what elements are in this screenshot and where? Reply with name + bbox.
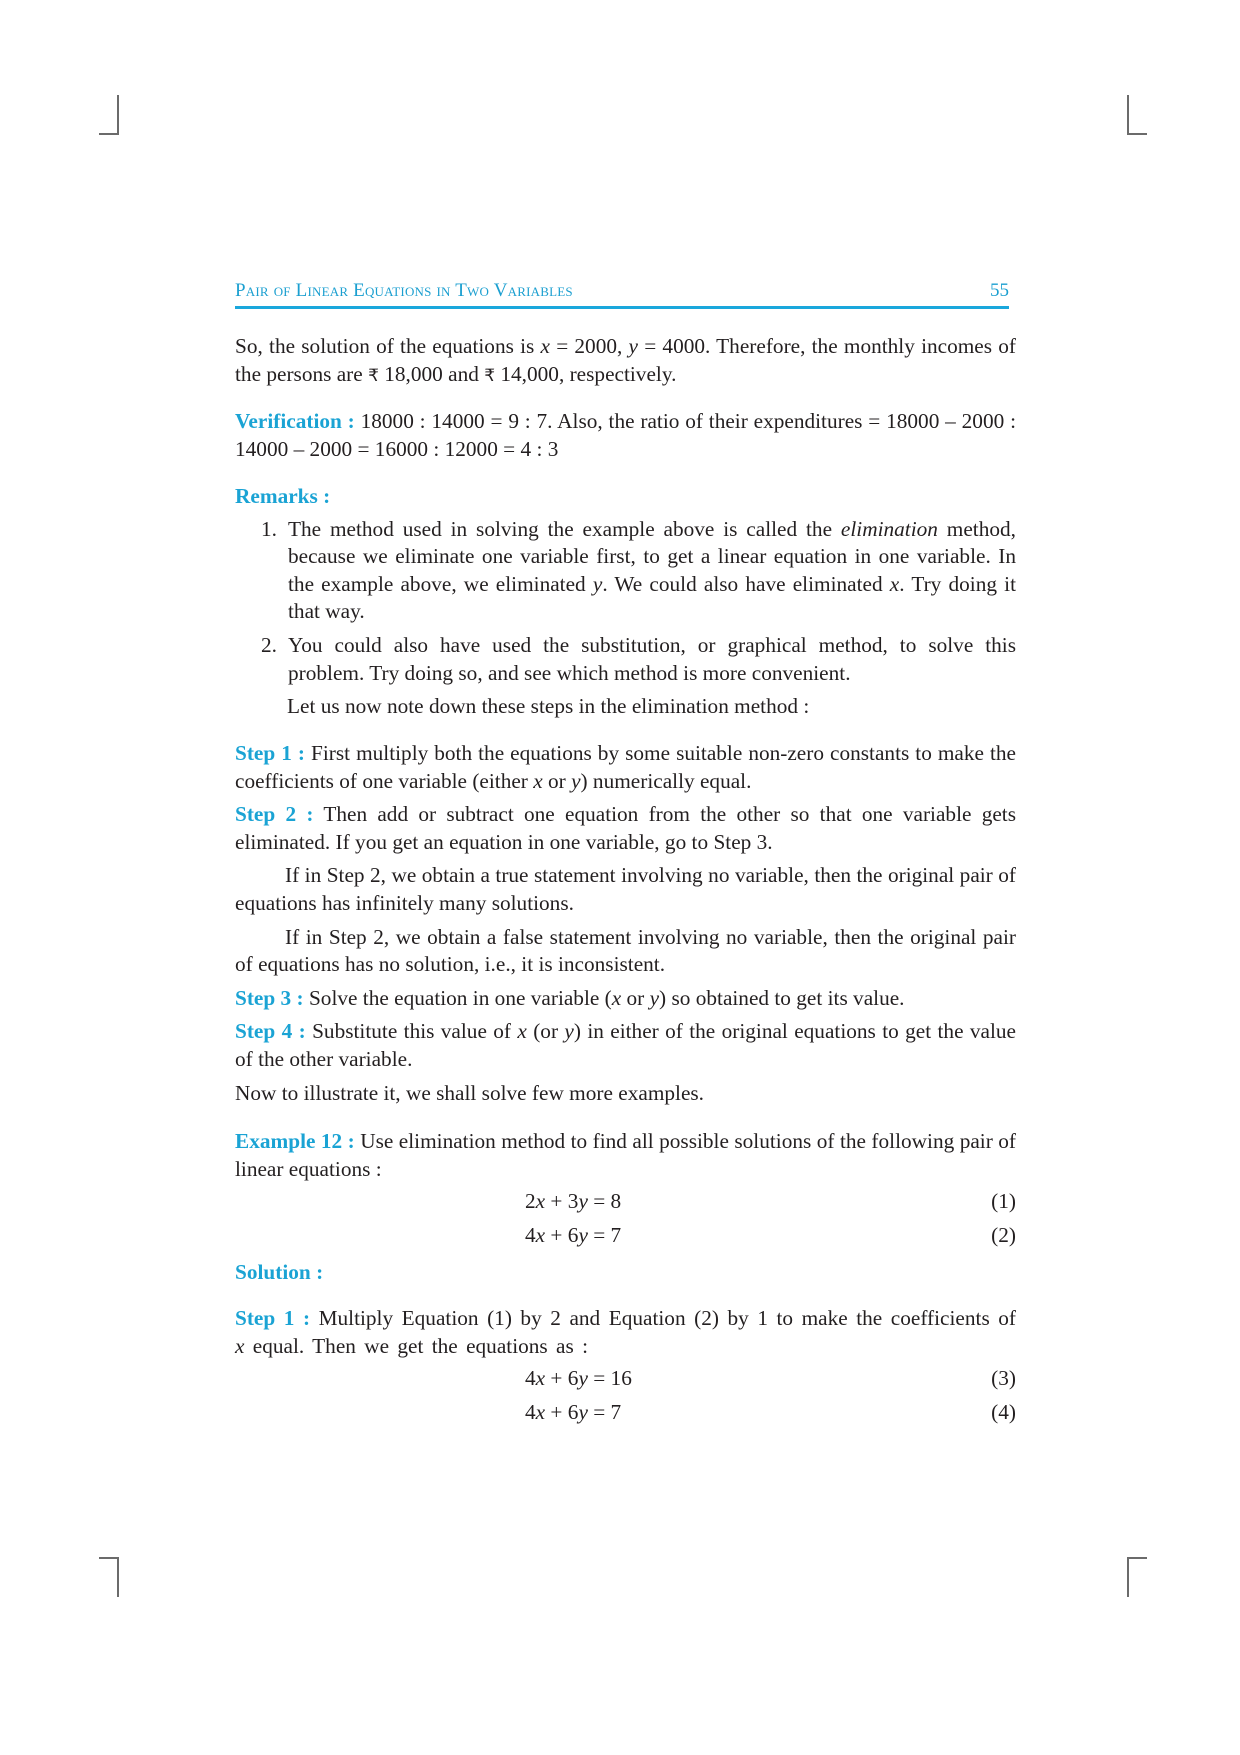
solution-label: Solution : <box>235 1260 324 1285</box>
equation-row <box>235 1189 1016 1223</box>
crop-mark-bottom-left-h <box>99 1557 119 1559</box>
conclusion-paragraph: So, the solution of the equations is x = 2000, y = 4000. Therefore, the monthly incomes of the persons are ₹ 18,000 and ₹ 14,000, respectively. <box>235 334 1016 386</box>
solution-step-1-text: Step 1 : Multiply Equation (1) by 2 and Equation (2) by 1 to make the coefficients of x equal. Then we get the equations as : <box>235 1306 1017 1358</box>
verification-label: Verification : <box>235 409 355 433</box>
remarks-label: Remarks : <box>235 484 331 508</box>
example-12 <box>235 1128 1016 1287</box>
equation: 4x + 6y = 16 <box>525 1366 632 1391</box>
step-4: Step 4 : Substitute this value of x (or y) in either of the original equations to get the value of the other variable. <box>235 1019 1017 1071</box>
steps-intro: Let us now note down these steps in the elimination method : <box>287 694 810 719</box>
verification-paragraph: Verification : 18000 : 14000 = 9 : 7. Also, the ratio of their expenditures = 18000 – 2000 : 14000 – 2000 = 16000 : 12000 = 4 : 3 <box>235 409 1016 461</box>
solution-conclusion <box>235 333 1016 390</box>
equation-number: (4) <box>991 1400 1016 1425</box>
crop-mark-top-left-v <box>117 95 119 135</box>
crop-mark-bottom-right-h <box>1127 1557 1147 1559</box>
crop-mark-bottom-right-v <box>1127 1557 1129 1597</box>
page-number: 55 <box>990 280 1009 301</box>
equation-number: (3) <box>991 1366 1016 1391</box>
equation: 4x + 6y = 7 <box>525 1400 622 1425</box>
step-3: Step 3 : Solve the equation in one variable (x or y) so obtained to get its value. <box>235 985 905 1010</box>
textbook-page <box>235 276 1017 1425</box>
header-rule <box>235 306 1009 309</box>
running-title: Pair of Linear Equations in Two Variables <box>235 280 573 301</box>
crop-mark-top-right-v <box>1127 95 1129 135</box>
remark-item: 1. The method used in solving the example above is called the elimination method, because we eliminate one variable first, to get a linear equation in one variable. In the example above, we eliminated y. We could also have eliminated x. Try doing it that way. <box>261 516 1016 624</box>
example-label: Example 12 : <box>235 1129 355 1153</box>
crop-mark-bottom-left-v <box>117 1557 119 1597</box>
rupee-icon: ₹ <box>368 365 379 386</box>
equation-number: (1) <box>991 1189 1016 1214</box>
step-1: Step 1 : First multiply both the equations by some suitable non-zero constants to make the coefficients of one variable (either x or y) numerically equal. <box>235 741 1017 793</box>
crop-mark-top-right-h <box>1127 133 1147 135</box>
equation-row <box>235 1366 1016 1400</box>
step-2: Step 2 : Then add or subtract one equation from the other so that one variable gets eliminated. If you get an equation in one variable, go to Step 3. <box>235 802 1017 854</box>
example-statement: Example 12 : Use elimination method to find all possible solutions of the following pair of linear equations : <box>235 1129 1016 1181</box>
remarks-section <box>235 483 1016 721</box>
remark-item: 2. You could also have used the substitution, or graphical method, to solve this problem. Try doing so, and see which method is more convenient. <box>261 632 1016 685</box>
equation-row <box>235 1223 1016 1257</box>
equation: 2x + 3y = 8 <box>525 1189 622 1214</box>
equation-row <box>235 1400 1016 1434</box>
crop-mark-top-left-h <box>99 133 119 135</box>
solution-step-1 <box>235 1305 1016 1434</box>
equation: 4x + 6y = 7 <box>525 1223 622 1248</box>
equation-number: (2) <box>991 1223 1016 1248</box>
elimination-steps <box>235 740 1016 1107</box>
verification-section <box>235 408 1016 463</box>
rupee-icon: ₹ <box>484 365 496 386</box>
step-2-false-case: If in Step 2, we obtain a false statement involving no variable, then the original pair of equations has no solution, i.e., it is inconsistent. <box>235 924 1016 977</box>
illustrate-note: Now to illustrate it, we shall solve few more examples. <box>235 1080 705 1105</box>
running-header <box>235 276 1016 310</box>
step-2-true-case: If in Step 2, we obtain a true statement involving no variable, then the original pair of equations has infinitely many solutions. <box>235 863 1016 915</box>
